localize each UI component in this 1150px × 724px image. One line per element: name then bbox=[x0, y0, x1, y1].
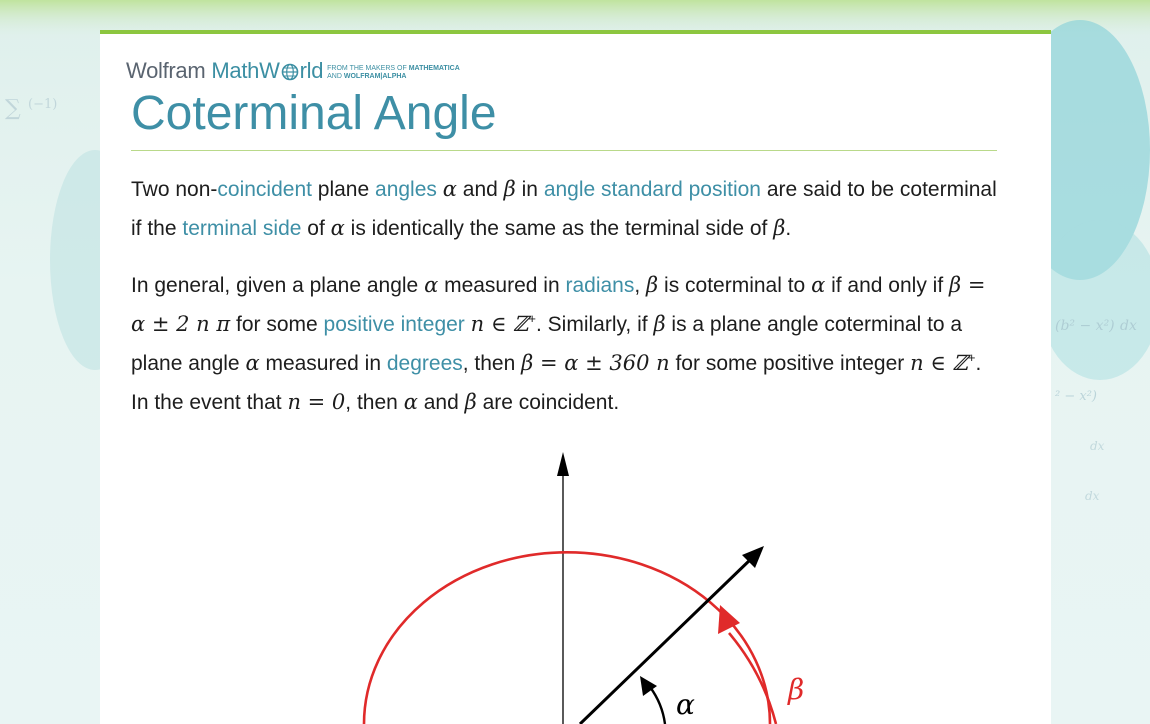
definition-paragraph bbox=[131, 170, 1001, 248]
brand-mathworld bbox=[211, 58, 323, 84]
general-paragraph bbox=[131, 266, 1001, 422]
text: is identically the same as the terminal side of bbox=[344, 217, 774, 240]
terminal-side-ray bbox=[580, 558, 752, 724]
text: for some bbox=[230, 313, 324, 336]
alpha-arc bbox=[650, 687, 665, 724]
brand-mathworld-post: rld bbox=[299, 58, 324, 83]
math-alpha: α bbox=[245, 351, 260, 375]
math-alpha: α bbox=[330, 216, 345, 240]
brand-wolfram: Wolfram bbox=[126, 58, 206, 83]
alpha-label: α bbox=[676, 688, 695, 721]
text: . bbox=[785, 217, 792, 240]
math-plus-superscript: + bbox=[528, 311, 536, 326]
text: , then bbox=[345, 391, 404, 414]
text: measured in bbox=[438, 274, 566, 297]
math-beta: β bbox=[503, 177, 516, 201]
text: , bbox=[634, 274, 647, 297]
svg-text:dx: dx bbox=[1090, 439, 1105, 453]
text: . Similarly, if bbox=[535, 313, 654, 336]
coterminal-angle-figure bbox=[300, 440, 860, 724]
text: . In the event that bbox=[131, 352, 982, 414]
math-formula-radians: β = α ± 2 n π bbox=[131, 273, 986, 336]
math-n-in-z: n ∈ ℤ bbox=[910, 351, 968, 375]
beta-label: β bbox=[788, 673, 805, 706]
math-beta: β bbox=[773, 216, 786, 240]
link-radians[interactable]: radians bbox=[565, 274, 635, 297]
svg-text:(b² − x²): (b² − x²) bbox=[1055, 318, 1115, 334]
title-divider bbox=[131, 150, 997, 151]
brand-mathworld-pre: MathW bbox=[211, 58, 280, 83]
text: , then bbox=[462, 352, 522, 375]
text: measured in bbox=[259, 352, 387, 375]
site-logo[interactable] bbox=[126, 58, 460, 84]
link-positive-integer[interactable]: positive integer bbox=[323, 313, 465, 336]
math-alpha: α bbox=[403, 390, 418, 414]
tagline-text-1: FROM THE MAKERS OF bbox=[327, 65, 407, 72]
text: if and only if bbox=[825, 274, 949, 297]
link-angles[interactable]: angles bbox=[375, 178, 437, 201]
tagline-bold-2: WOLFRAM|ALPHA bbox=[343, 73, 407, 80]
text: are coincident. bbox=[476, 391, 620, 414]
text: In general, given a plane angle bbox=[131, 274, 425, 297]
text: Two non- bbox=[131, 178, 218, 201]
text: and bbox=[417, 391, 465, 414]
math-formula-degrees: β = α ± 360 n bbox=[521, 351, 670, 375]
link-coincident[interactable]: coincident bbox=[217, 178, 312, 201]
text: plane bbox=[311, 178, 376, 201]
link-degrees[interactable]: degrees bbox=[386, 352, 463, 375]
link-angle-standard-position[interactable]: angle standard position bbox=[543, 178, 761, 201]
full-turn-circle bbox=[364, 552, 770, 724]
text: is a plane angle coterminal to a plane angle bbox=[131, 313, 963, 375]
link-terminal-side[interactable]: terminal side bbox=[182, 217, 302, 240]
globe-icon bbox=[281, 63, 299, 81]
text: and bbox=[456, 178, 504, 201]
math-alpha: α bbox=[442, 177, 457, 201]
svg-text:(−1): (−1) bbox=[28, 97, 58, 112]
text: are said to be coterminal if the bbox=[131, 178, 997, 240]
y-axis-arrowhead bbox=[557, 452, 569, 476]
text: is coterminal to bbox=[658, 274, 812, 297]
text: of bbox=[301, 217, 331, 240]
tagline-text-2: AND bbox=[327, 73, 342, 80]
math-plus-superscript: + bbox=[967, 350, 976, 365]
tagline-bold-1: MATHEMATICA bbox=[408, 65, 460, 72]
math-alpha: α bbox=[811, 273, 826, 297]
svg-text:dx: dx bbox=[1085, 489, 1100, 503]
text: in bbox=[515, 178, 544, 201]
svg-text:² − x²): ² − x²) bbox=[1055, 389, 1097, 404]
math-alpha: α bbox=[424, 273, 439, 297]
math-beta: β bbox=[464, 390, 477, 414]
math-n-in-z: n ∈ ℤ bbox=[470, 312, 529, 336]
text: for some positive integer bbox=[669, 352, 911, 375]
svg-text:dx: dx bbox=[1120, 318, 1137, 334]
svg-text:∑: ∑ bbox=[5, 96, 21, 121]
page-title: Coterminal Angle bbox=[131, 87, 497, 140]
math-beta: β bbox=[646, 273, 659, 297]
math-beta: β bbox=[653, 312, 666, 336]
math-n-equals-zero: n = 0 bbox=[287, 390, 346, 414]
brand-tagline bbox=[327, 65, 460, 81]
